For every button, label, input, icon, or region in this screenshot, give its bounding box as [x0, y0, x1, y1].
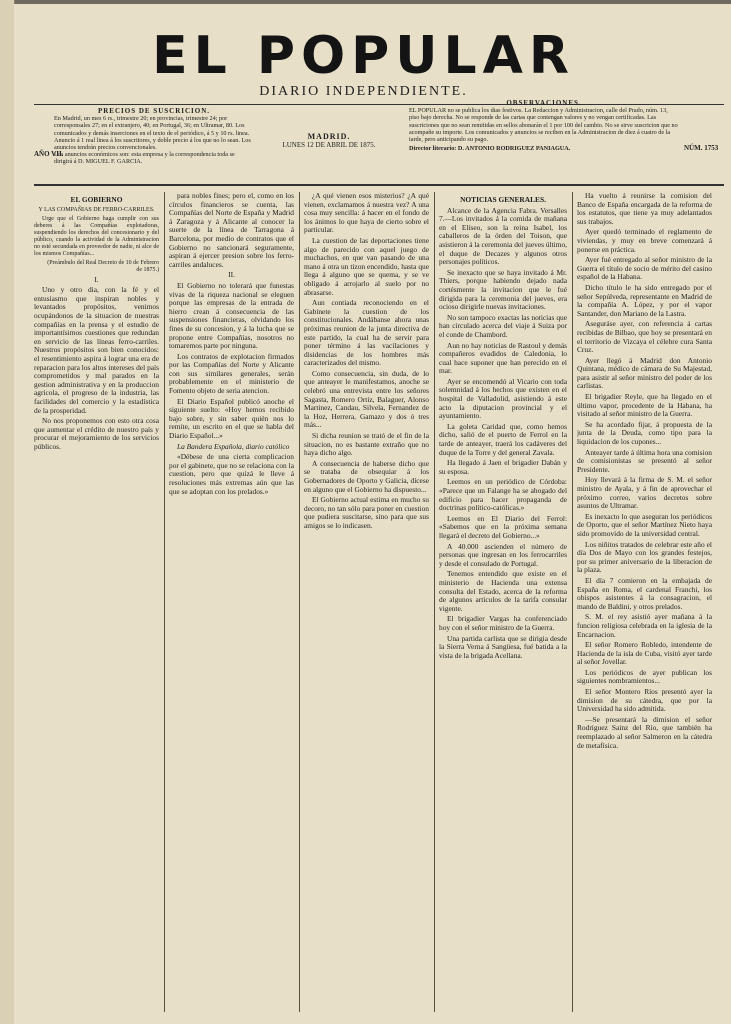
column-rule — [299, 192, 300, 1012]
paragraph: Ha llegado á Jaen el brigadier Dabán y su esposa. — [439, 458, 567, 476]
paragraph: S. M. el rey asistió ayer mañana á la funcion religiosa celebrada en la iglesia de la Encarnacion. — [577, 612, 712, 639]
paragraph: Leemos en El Diario del Ferrol: «Sabemos que en la próxima semana llegará el decreto del Gobierno...» — [439, 513, 567, 540]
paragraph: Los periódicos de ayer publican los siguientes nombramientos... — [577, 667, 712, 686]
paragraph: Anteayer tarde á última hora una comision de comisionistas se presentó al señor Presidente. — [577, 447, 712, 474]
paragraph: El señor Romero Robledo, intendente de Hacienda de la isla de Cuba, visitó ayer tarde al señor Jovellar. — [577, 640, 712, 667]
paragraph: La cuestion de las deportaciones tiene algo de parecido con aquel juego de muchachos, en que van pasando de una mano á otra un tizon encendido, hasta que llega á alguno que se quema, y se ve obligado á arrojarlo al suelo por no abrasarse. — [304, 235, 429, 297]
paragraph: Aun contiada reconociendo en el Gabinete la cuestion de los constitucionales. Andábanse ahora unas próximas reunion de la junta directiva de este partido, la cual ha de servir para poner término á las vacilaciones y disidencias de los hombres más caracterizados del mismo. — [304, 298, 429, 368]
epigraph-source: (Preámbulo del Real Decreto de 10 de Febrero de 1875.) — [47, 259, 159, 273]
paragraph: Alcance de la Agencia Fabra. Versalles 7.—Los invitados á la comida de mañana en el Elíseo, son la reina Isabel, los caballeros de la órden del Toison, que asistieron á la ceremonia del jueves último, el duque de Decazes y algunos otros personajes políticos. — [439, 205, 567, 267]
paragraph: Dicho título le ha sido entregado por el señor Sepúlveda, representante en Madrid de la compañía A. López, y por el vapor Santander, don Mariano de la Lastra. — [577, 282, 712, 318]
paragraph: Aun no hay noticias de Rastoul y demás compañeros evadidos de Caledonia, lo cual hace suponer que han perecido en el mar. — [439, 340, 567, 376]
paragraph: Tenemos entendido que existe en el ministerio de Hacienda una extensa consulta del Estado, acerca de la reforma de algunos artículos de la tarifa consular vigente. — [439, 569, 567, 613]
subscription-heading: PRECIOS DE SUSCRICION. — [97, 108, 211, 115]
paragraph: El brigadier Vargas ha conferenciado hoy con el señor ministro de la Guerra. — [439, 614, 567, 632]
subscription-prices — [54, 108, 254, 178]
column-rule — [164, 192, 165, 1012]
paragraph: No nos proponemos con esto otra cosa que aumentar el crédito de nuestro país y procurar el mejoramiento de los servicios públicos. — [34, 416, 159, 451]
paragraph: Los niñitos tratados de celebrar este año el día Dos de Mayo con los grandes festejos, por su primer aniversario de la liberacion de la plaza. — [577, 539, 712, 575]
director-line: Director literario: D. ANTONIO RODRIGUEZ PANIAGUA. — [409, 145, 571, 153]
newspaper-subtitle: DIARIO INDEPENDIENTE. — [259, 84, 468, 99]
header-bottom-rule — [34, 184, 724, 186]
paragraph: Ha vuelto á reunirse la comision del Banco de España encargada de la reforma de los estatutos, que tiene ya muy adelantados sus trabajos. — [577, 192, 712, 226]
column-3 — [304, 192, 429, 1020]
paragraph: ¿A qué vienen esos misterios? ¿A qué vienen, exclamamos á nuestra vez? A una cosa muy sencilla: á hacer en el fondo de los ánimos lo que haya de cierto sobre el particular. — [304, 192, 429, 235]
paragraph: Ayer quedó terminado el reglamento de viviendas, y muy en breve comenzará á ponerse en práctica. — [577, 227, 712, 254]
newspaper-title: EL POPULAR — [152, 26, 575, 86]
section-numeral: I. — [94, 274, 99, 284]
paragraph: Hoy llevará á la firma de S. M. el señor ministro de Ayala, y á fin de aprovechar el próximo correo, varios decretos sobre asuntos de Ultramar. — [577, 475, 712, 511]
paragraph: No son tampoco exactas las noticias que han circulado acerca del viaje á Suiza por el conde de Chambord. — [439, 312, 567, 339]
paragraph: Ayer fué entregado al señor ministro de la Guerra el título de socio de mérito del casino español de la Habana. — [577, 255, 712, 282]
paragraph: Se ha acordado fijar, á propuesta de la junta de la Deuda, como tipo para la liquidacion de los cupones... — [577, 419, 712, 447]
newspaper-sheet — [14, 4, 731, 1024]
paragraph: Uno y otro dia, con la fé y el entusiasmo que inspiran nobles y levantados propósitos, venimos ocupándonos de la situacion de nuestras compañías en la prensa y el estudio de importantísimos cuestiones que redundan en servicio de las líneas ferro-carriles. Nuestros propósitos son bien conocidos: el resentimiento aspira á lograr una era de reparacion para los altos intereses del país comprometidos y mal parados en la gestion administrativa y en la produccion agrícola, el progreso de la industria, las facilidades del comercio y la estadística de la prosperidad. — [34, 285, 159, 415]
column-5 — [577, 192, 712, 1020]
paragraph: Es inexacto lo que aseguran los periódicos de Oporto, que el señor Martínez Nieto haya sido promovido de la universidad central. — [577, 511, 712, 538]
paragraph: Ayer se encomendó al Vicario con toda solemnidad á los hechos que existen en el hospital de Valladolid, asistiendo á este acto la diputacion provincial y el ayuntamiento. — [439, 376, 567, 421]
paragraph: El Gobierno no tolerará que funestas vivas de la riqueza nacional se eleguen porque las empresas de la entrada de hierro crean á consecuencia de las suspensiones financieras, olvidando los fines de su concesion, y á la lucha que se propone entre Compañías, nosotros no tomaremos parte por ninguna. — [169, 280, 294, 351]
paragraph: Como consecuencia, sin duda, de lo que anteayer le manifestamos, anoche se celebró una entrevista entre los señores Sagasta, Romero Ortiz, Balaguer, Alonso Martinez, Candau, Silvela, Fernandez de la Hoz, Herrera, Gamazo y dos ó tres más... — [304, 368, 429, 430]
dateline-city: MADRID. — [307, 132, 351, 141]
paragraph: Una partida carlista que se dirigia desde la Sierra Verna á Sangüesa, fué batida a la vista de la brigada Acellana. — [439, 633, 567, 660]
column-1 — [34, 192, 159, 1020]
observations-heading: OBSERVACIONES. — [506, 100, 582, 107]
epigraph: Urge que el Gobierno haga cumplir con sus deberes á las Compañías explotadoras, suspendiendo los derechos del concesionario y del público, cuando la actividad de la Administracion no esté secundada en proveedor de nadie, ni alce de los mismos Compañías... — [34, 215, 159, 257]
paragraph: Leemos en un periódico de Córdoba: «Parece que un Falange ha se ahogado del edificio para hacer propaganda de doctrinas político-católicas.» — [439, 477, 567, 513]
paragraph: Los contratos de explotacion firmados por las Compañías del Norte y Alicante con sus similares generales, serán probablemente en el ministerio de Fomento objeto de seria atencion. — [169, 351, 294, 396]
paragraph: Se inexacto que se haya invitado á Mr. Thiers, porque habiendo dejado nada cortésmente la invitacion que le fué dirigida para la ceremonia del jueves, era ocioso dirigirle nuevas invitaciones. — [439, 267, 567, 312]
subscription-body: En Madrid, un mes 6 rs., trimestre 20; en provincias, trimestre 24; por corresponsales 27; en el extranjero, 40; en Portugal, 36; en Ultramar, 80. Los comunicados y demás inserciones en el texto de el periódico, á 5 y 10 rs. linea. Anuncio á 1 real linea á los suscritores, y doble precio á los que no lo sean. Los anuncios tendrán precios convencionales. — [54, 115, 251, 152]
subscription-note: Los anuncios económicos son: esta empresa y la correspondencia toda se dirigirá á D. MIGUEL F. GARCIA. — [54, 151, 235, 166]
article-headline: EL GOBIERNO — [70, 195, 123, 204]
paragraph: Si dicha reunion se trató de el fin de la situacion, no es bastante extraño que no haya dicho algo. — [304, 431, 429, 458]
column-2 — [169, 192, 294, 1020]
section-numeral: II. — [228, 270, 235, 280]
paragraph: El señor Montero Ríos presentó ayer la dimision de su cátedra, que por la Universidad ha sido admitida. — [577, 687, 712, 714]
paragraph: para nobles fines; pero el, como en los círculos financieros se cuenta, las Compañías del Norte de España y Madrid á Zaragoza y á Alicante al conocer la suerte de la línea de Tarragona á Barcelona, por medio de contratos que el Gobierno no sancionará seguramente, aspiran á ejercer presion sobre los ferro-carriles andaluces. — [169, 192, 294, 269]
paragraph: La goleta Caridad que, como hemos dicho, salió de el puerto de Ferrol en la tarde de anteayer, traerá los cadáveres del duque de la Torre y del general Zavala. — [439, 421, 567, 457]
year-label: AÑO VII. — [34, 150, 64, 158]
dateline-date: LUNES 12 DE ABRIL DE 1875. — [282, 141, 376, 149]
adjacent-page-edge — [0, 0, 15, 1024]
dateline — [264, 132, 394, 149]
column-4 — [439, 192, 567, 1020]
observations-body: EL POPULAR no se publica los dias festivos. La Redaccion y Administracion, calle del Prado, núm. 13, piso bajo derecha. No se responde de las cartas que contengan valores y no vengan certificadas. Las suscriciones que no sean remitidas en sellos abonarán el 1 por 100 del cambio. No se sirve suscricion que no acompañe su importe. Los comunicados y anuncios se reciben en la Administracion de diez á cuatro de la tarde, pero anticipando su pago. — [409, 107, 678, 144]
paragraph: El brigadier Reyle, que ha llegado en el último vapor, procedente de la Habana, ha visitado al señor ministro de la Guerra. — [577, 392, 712, 419]
paragraph: El Gobierno actual estima en mucho su decoro, no tan sólo para poner en cuestion que pudiera suscitarse, sino para que sus amigos se lo indicasen. — [304, 495, 429, 530]
masthead — [14, 26, 731, 100]
paragraph: El día 7 comieron en la embajada de España en Roma, el cardenal Franchi, los obispos asistentes á la consagracion, el mando de Baldini, y otros prelados. — [577, 575, 712, 611]
paragraph: Ayer llegó á Madrid don Antonio Quintana, médico de cámara de Su Majestad, para asistir al señor ministro del poder de los carlistas. — [577, 355, 712, 391]
paragraph: —Se presentará la dimision el señor Rodriguez Sainz del Río, que también ha reemplazado al señor Salmeron en la cátedra de metafísica. — [577, 714, 712, 750]
column-rule — [572, 192, 573, 1012]
issue-number: NÚM. 1753 — [684, 144, 719, 152]
paragraph: Aseguráse ayer, con referencia á cartas recibidas de Bilbao, que hoy se presentará en el territorio de Vizcaya el célebre cura Santa Cruz. — [577, 319, 712, 355]
article-subheadline: Y LAS COMPAÑIAS DE FERRO-CARRILES. — [38, 206, 155, 213]
paragraph: El Diario Español publicó anoche el siguiente suelto: «Hoy hemos recibido bajo sobre, y sin saber quién nos lo remite, un escrito en el que se habla del Diario Español...» — [169, 396, 294, 441]
paragraph: «Débese de una cierta complicacion por el gabinete, que no se relaciona con la cuestion, pero que quizá le lleve á resoluciones más extremas aún que las que se adoptan con los prelados.» — [169, 452, 294, 496]
paragraph: La Bandera Española, diario católico — [177, 441, 290, 451]
observations — [409, 100, 679, 178]
section-headline: NOTICIAS GENERALES. — [460, 195, 546, 204]
paragraph: A 40.000 ascienden el número de personas que ingresan en los ferrocarriles y desde el consulado de Portugal. — [439, 541, 567, 568]
paragraph: A consecuencia de haberse dicho que se trataba de obsequiar á los Gobernadores de Oporto y Galicia, dícese en alguno que el Gobierno ha dispuesto... — [304, 458, 429, 494]
column-rule — [434, 192, 435, 1012]
